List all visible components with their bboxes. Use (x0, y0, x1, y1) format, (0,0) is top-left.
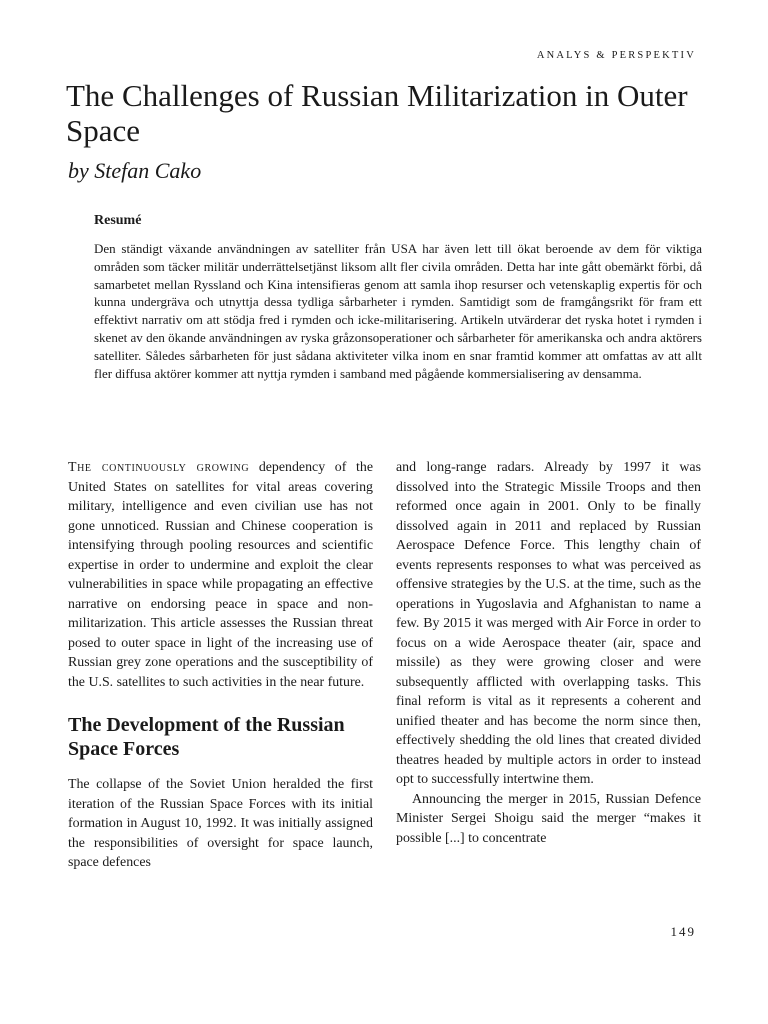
intro-text: dependency of the United States on satellites for vital areas covering military, intelligence and even civilian use has not gone unnoticed. Russian and Chinese cooperation is intensifying through pooling resources and scientific expertise in order to undermine and exploit the clear vulnerabilities in space while propagating an effective narrative on endorsing peace in space and non-militarization. This article assesses the Russian threat posed to outer space in light of the increasing use of Russian grey zone operations and the susceptibility of the U.S. satellites to such activities in the near future. (68, 460, 373, 690)
resume-text: Den ständigt växande användningen av satelliter från USA har även lett till ökat beroende av dem för viktiga områden som täcker militär underrättelsetjänst liksom allt fler civila områden. Detta har inte gått obemärkt förbi, då samarbetet mellan Ryssland och Kina intensifieras genom att samla ihop resurser och vetenskaplig expertis för och kunna undergräva och utnyttja dessa tydliga sårbarheter i rymden. Samtidigt som de framgångsrikt för fram ett effektivt narrativ om att stödja fred i rymden och icke-militarisering. Artikeln utvärderar det ryska hotet i rymden i skenet av den ökande användningen av ryska gråzonsoperationer och sårbarheter för amerikanska och andra aktörers satelliter. Således sårbarheten för just sådana aktiviteter vilka inom en snar framtid kommer att omfattas av att allt fler diffusa aktörer kommer att nyttja rymden i samband med pågående kommersialisering av densamma. (94, 241, 702, 381)
left-column (68, 458, 373, 873)
intro-lead-in: The continuously growing (68, 460, 250, 475)
article-title: The Challenges of Russian Militarization in Outer Space (66, 78, 688, 148)
right-paragraph-2: Announcing the merger in 2015, Russian Defence Minister Sergei Shoigu said the merger “makes it possible [...] to concentrate (396, 791, 701, 846)
resume-heading: Resumé (94, 213, 142, 228)
intro-paragraph (68, 458, 373, 692)
running-head: ANALYS & PERSPEKTIV (536, 50, 696, 61)
right-paragraph-1: and long-range radars. Already by 1997 it was dissolved into the Strategic Missile Troops and then reformed once again in 2001. Only to be finally dissolved again in 2011 and replaced by Russian Aerospace Defence Force. This lengthy chain of events represents responses to what was perceived as offensive strategies by the U.S. at the time, such as the operations in Yugoslavia and Afghanistan to name a few. By 2015 it was merged with Air Force in order to focus on a wide Aerospace theater (air, space and missile) as they were growing closer and were subsequently afflicted with overlapping tasks. This final reform is vital as it represents a coherent and unified theater and has become the norm since then, effectively shedding the old lines that created divided theatres headed by multiple actors in order to instead opt to successfully intertwine them. (396, 460, 701, 787)
right-column (396, 458, 701, 848)
section-heading: The Development of the Russian Space Forces (68, 714, 345, 760)
section-paragraph-1: The collapse of the Soviet Union heralded the first iteration of the Russian Space Forces with its initial formation in August 10, 1992. It was initially assigned the responsibilities of oversight for space launch, space defences (68, 777, 373, 870)
page-number: 149 (670, 924, 696, 939)
article-author: by Stefan Cako (68, 158, 202, 183)
